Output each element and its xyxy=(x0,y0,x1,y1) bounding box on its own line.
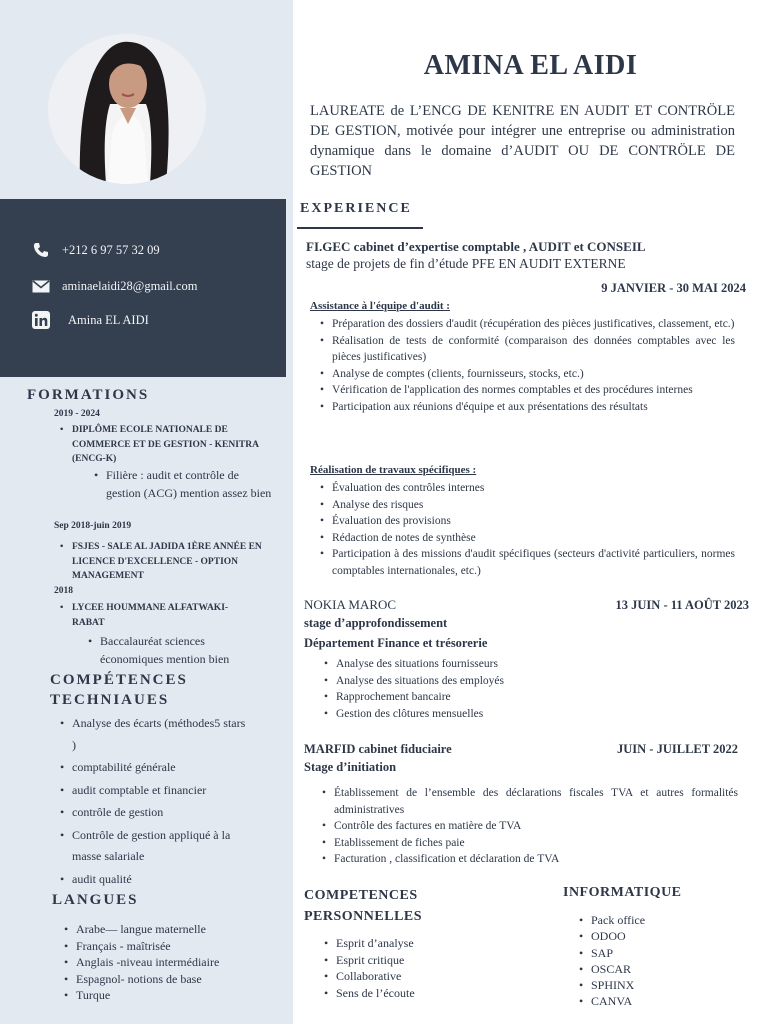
competences-perso-list xyxy=(322,935,522,1001)
job-2-list xyxy=(322,656,722,722)
formation-school-2: • FSJES - SALE AL JADIDA 1ÈRE ANNÉE EN LICENCE D'EXCELLENCE - OPTION MANAGEMENT xyxy=(58,540,278,584)
job-2-dept: Département Finance et trésorerie xyxy=(304,636,488,650)
linkedin-name: Amina EL AIDI xyxy=(68,312,149,327)
informatique-item: • SPHINX xyxy=(577,977,727,993)
competence-perso-item: • Collaborative xyxy=(322,968,522,985)
formation-list-1 xyxy=(58,423,263,467)
langue-item: • Anglais -niveau intermédiaire xyxy=(62,954,272,971)
contact-phone-row xyxy=(30,241,160,259)
job-1-company: FI.GEC cabinet d’expertise comptable , AUDIT et CONSEIL xyxy=(306,239,646,254)
job-3 xyxy=(304,740,604,776)
competence-perso-item: • Sens de l’écoute xyxy=(322,985,522,1002)
task-item: • Participation aux réunions d'équipe et aux présentations des résultats xyxy=(318,399,735,416)
task-item: • Vérification de l'application des normes comptables et des procédures internes xyxy=(318,382,735,399)
email-icon xyxy=(30,277,52,295)
competence-perso-item: • Esprit d’analyse xyxy=(322,935,522,952)
job-2-role: stage d’approfondissement xyxy=(304,616,448,630)
formation-date-2: Sep 2018-juin 2019 xyxy=(54,521,132,531)
job-1-section2-title: Réalisation de travaux spécifiques : xyxy=(310,464,477,476)
langues-list xyxy=(62,921,272,1004)
langue-item: • Turque xyxy=(62,987,272,1004)
competence-perso-item: • Esprit critique xyxy=(322,952,522,969)
job-2 xyxy=(304,596,604,652)
candidate-name: AMINA EL AIDI xyxy=(423,50,638,81)
experience-underline xyxy=(297,227,423,229)
job-2-date: 13 JUIN - 11 AOÛT 2023 xyxy=(615,598,749,612)
job-3-list xyxy=(320,785,738,868)
formation-date-3: 2018 xyxy=(54,586,73,596)
task-item: • Réalisation de tests de conformité (comparaison des données comptables avec les pièces justificatives) xyxy=(318,333,735,366)
profile-summary: LAUREATE de L’ENCG DE KENITRE EN AUDIT ET CONTRÖLE DE GESTION, motivée pour intégrer une entreprise ou administration dynamique dans le domaine d’AUDIT OU DE CONTRÖLE DE GESTION xyxy=(310,103,735,179)
langues-title: LANGUES xyxy=(52,892,139,908)
competence-tech-item: • comptabilité générale xyxy=(58,757,248,779)
informatique-item: • OSCAR xyxy=(577,961,727,977)
informatique-item: • ODOO xyxy=(577,928,727,944)
formation-detail-list-1 xyxy=(92,466,272,502)
langue-item: • Français - maîtrisée xyxy=(62,938,272,955)
task-item: • Gestion des clôtures mensuelles xyxy=(322,706,722,723)
task-item: • Établissement de l’ensemble des déclarations fiscales TVA et autres formalités administratives xyxy=(320,785,738,818)
job-1 xyxy=(306,238,746,272)
formation-detail-1: • Filière : audit et contrôle de gestion (ACG) mention assez bien xyxy=(92,466,272,502)
task-item: • Etablissement de fiches paie xyxy=(320,835,738,852)
competences-perso-title-line1: COMPETENCES xyxy=(304,888,418,903)
formation-date-1: 2019 - 2024 xyxy=(54,409,100,419)
competence-tech-item: • contrôle de gestion xyxy=(58,802,248,824)
informatique-item: • Pack office xyxy=(577,912,727,928)
competence-tech-item: • Analyse des écarts (méthodes5 stars ) xyxy=(58,713,248,756)
contact-email-row xyxy=(30,277,197,295)
langue-item: • Arabe— langue maternelle xyxy=(62,921,272,938)
formation-list-2 xyxy=(58,540,278,584)
formations-title: FORMATIONS xyxy=(27,387,150,403)
task-item: • Facturation , classification et déclaration de TVA xyxy=(320,851,738,868)
experience-title: EXPERIENCE xyxy=(300,201,412,216)
job-3-date: JUIN - JUILLET 2022 xyxy=(617,742,738,756)
informatique-list xyxy=(577,912,727,1010)
job-3-company: MARFID cabinet fiduciaire xyxy=(304,742,452,756)
competence-tech-item: • audit comptable et financier xyxy=(58,780,248,802)
langue-item: • Espagnol- notions de base xyxy=(62,971,272,988)
job-2-company: NOKIA MAROC xyxy=(304,597,397,612)
task-item: • Analyse des situations des employés xyxy=(322,673,722,690)
task-item: • Contrôle des factures en matière de TVA xyxy=(320,818,738,835)
competences-tech-title-line2: TECHNIAUES xyxy=(50,692,170,708)
competences-tech-title xyxy=(50,670,188,710)
task-item: • Analyse des risques xyxy=(318,497,735,514)
informatique-title: INFORMATIQUE xyxy=(563,885,682,900)
competences-tech-title-line1: COMPÉTENCES xyxy=(50,672,188,688)
competence-tech-item: • Contrôle de gestion appliqué à la masse salariale xyxy=(58,825,248,868)
informatique-item: • CANVA xyxy=(577,993,727,1009)
formation-detail-list-3 xyxy=(86,632,261,668)
contact-box xyxy=(0,199,286,377)
job-1-section1-list xyxy=(318,316,735,415)
job-3-role: Stage d’initiation xyxy=(304,760,397,774)
task-item: • Analyse de comptes (clients, fournisseurs, stocks, etc.) xyxy=(318,366,735,383)
task-item: • Rapprochement bancaire xyxy=(322,689,722,706)
task-item: • Analyse des situations fournisseurs xyxy=(322,656,722,673)
task-item: • Rédaction de notes de synthèse xyxy=(318,530,735,547)
task-item: • Préparation des dossiers d'audit (récupération des pièces justificatives, classement, etc.) xyxy=(318,316,735,333)
job-1-date: 9 JANVIER - 30 MAI 2024 xyxy=(601,281,746,295)
informatique-item: • SAP xyxy=(577,945,727,961)
email-address: aminaelaidi28@gmail.com xyxy=(62,278,198,293)
formation-school-3: • LYCEE HOUMMANE ALFATWAKI-RABAT xyxy=(58,601,248,631)
task-item: • Évaluation des provisions xyxy=(318,513,735,530)
formation-school-1: • DIPLÔME ECOLE NATIONALE DE COMMERCE ET DE GESTION - KENITRA (ENCG-K) xyxy=(58,423,263,467)
phone-number: +212 6 97 57 32 09 xyxy=(62,242,160,257)
job-1-section2-list xyxy=(318,480,735,579)
formation-list-3 xyxy=(58,601,248,631)
contact-linkedin-row xyxy=(30,311,149,329)
job-1-section1-title: Assistance à l'équipe d'audit : xyxy=(310,300,450,312)
task-item: • Participation à des missions d'audit spécifiques (secteurs d'activité particuliers, normes comptables internationales, etc.) xyxy=(318,546,735,579)
job-1-role: stage de projets de fin d’étude PFE EN AUDIT EXTERNE xyxy=(306,256,626,271)
competences-perso-title-line2: PERSONNELLES xyxy=(304,909,423,924)
linkedin-icon xyxy=(30,311,52,329)
competences-tech-list xyxy=(58,713,248,890)
competence-tech-item: • audit qualité xyxy=(58,869,248,891)
competences-perso-title xyxy=(304,885,422,927)
profile-photo xyxy=(48,34,206,184)
phone-icon xyxy=(30,241,52,259)
task-item: • Évaluation des contrôles internes xyxy=(318,480,735,497)
formation-detail-3: • Baccalauréat sciences économiques mention bien xyxy=(86,632,261,668)
